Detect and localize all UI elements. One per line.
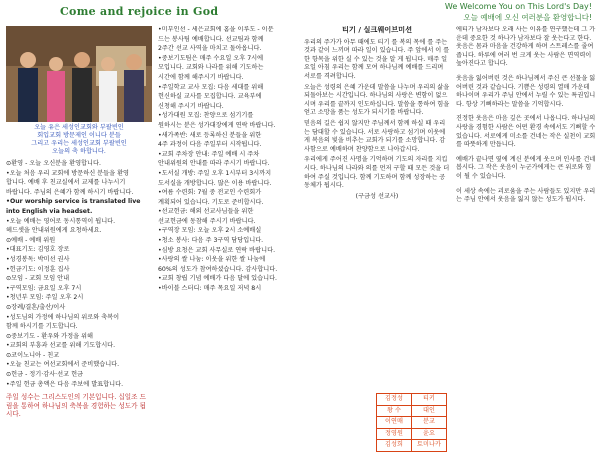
article-author: (구금성 선교사) — [355, 192, 399, 200]
roster-cell: 왕 수 — [377, 405, 412, 417]
essay-paragraph: 에티가 남자보다 오래 사는 이유를 연구했는데 그 가운데 중요한 것 하나가 남자보다 잘 웃는다고 한다. 웃음은 몸과 마음을 건강하게 하며 스트레스를 줄여 줍니다. 하루에 여러 번 크게 웃는 사람은 면역력이 높아진다고 합니다. — [456, 26, 596, 68]
header-welcome-korean: 오늘 예배에 오신 여러분을 환영합니다! — [463, 13, 592, 22]
table-row — [377, 440, 447, 452]
news-line: •바이블 스터디: 매주 목요일 저녁 8시 — [158, 285, 262, 293]
news-line: 선교헌금에 동참해 주시기 바랍니다. — [158, 217, 256, 225]
roster-cell: 토미나카 — [412, 440, 447, 452]
news-line: •심방 요청은 교회 사무실로 연락 바랍니다. — [158, 246, 276, 254]
announcement-line: ⊙코이노니아 - 친교 — [6, 351, 60, 359]
article-paragraph: 오늘은 성령의 은혜 가운데 말씀을 나누며 우리의 삶을 되돌아보는 시간입니다. 하나님의 사랑은 변함이 없으시며 우리를 끝까지 인도하십니다. 말씀을 통하여 힘을 얻고 소망을 품는 성도가 되시기를 바랍니다. — [304, 83, 450, 117]
news-line: •여름 수련회: 7월 중 전교인 수련회가 — [158, 189, 262, 197]
roster-table — [376, 393, 447, 452]
column-essay — [456, 26, 596, 458]
news-line: 신청해 주시기 바랍니다. — [158, 102, 224, 110]
essay-paragraph: 웃음을 잃어버린 것은 하나님께서 주신 큰 선물을 잃어버린 것과 같습니다. 기쁨은 성령의 열매 가운데 하나이며 우리가 주님 안에서 누릴 수 있는 특권입니다. 항상 기뻐하라는 말씀을 기억합시다. — [456, 74, 596, 108]
roster-cell: 이연매 — [377, 417, 412, 429]
table-row — [377, 405, 447, 417]
news-line: •청소 봉사: 다음 주 3구역 담당입니다. — [158, 237, 264, 245]
header-welcome-english: We Welcome You on This Lord's Day! — [444, 2, 592, 11]
news-line: 2주간 선교 사역을 마치고 돌아옵니다. — [158, 45, 262, 53]
header-left-title: Come and rejoice in God — [60, 5, 219, 18]
roster-cell: 김정성 — [377, 394, 412, 406]
announcement-line: 헤드셋을 안내위원에게 요청하세요. — [6, 227, 102, 235]
table-row — [377, 394, 447, 406]
article-paragraph: 우리에게 주어진 사명을 기억하며 기도의 자리를 지킵시다. 하나님의 나라와 의를 먼저 구할 때 모든 것을 더하여 주실 것입니다. 함께 기도하며 함께 성장하는 공동체가 됩시다. — [304, 156, 450, 190]
announcement-line: •오늘 친교는 여선교회에서 준비했습니다. — [6, 361, 120, 369]
news-line: 헌신하실 교사를 모집합니다. 교육부에 — [158, 93, 262, 101]
roster-cell: 김성희 — [377, 440, 412, 452]
news-line: •선교헌금: 해외 선교사님들을 위한 — [158, 208, 254, 216]
announcement-line: •구역모임: 금요일 오후 7시 — [6, 284, 82, 292]
news-line: •새가족반: 새로 등록하신 분들을 위한 — [158, 131, 262, 139]
announcement-line: •주일 헌금 총액은 다음 주보에 발표합니다. — [6, 380, 124, 388]
announcement-line: ⊙예배 - 예배 위원 — [6, 236, 56, 244]
article-title: 티기 / 실크웨이브미션 — [341, 26, 413, 34]
announcement-line: ⊙장례/결혼/출산/이사 — [6, 303, 66, 311]
group-photo — [6, 26, 152, 122]
news-line: 원하시는 분은 성가대장에게 연락 바랍니다. — [158, 121, 276, 129]
announcement-line: •청년부 모임: 주일 오후 2시 — [6, 294, 84, 302]
group-photo-image — [6, 26, 152, 122]
announcement-line: into English via headset. — [6, 207, 93, 215]
announcement-line: ⊙환영 - 오늘 오신분을 환영합니다. — [6, 160, 101, 167]
table-row — [377, 417, 447, 429]
announcement-line: ⊙헌금 - 정기·감사·선교 헌금 — [6, 371, 84, 379]
news-line: 4주 과정이 다음 주일부터 시작됩니다. — [158, 141, 262, 149]
announcement-line: 함께 하시기를 기도합니다. — [6, 323, 78, 331]
news-line: •교회 주차장 안내: 주일 예배 시 주차 — [158, 150, 260, 158]
table-row — [377, 428, 447, 440]
news-line: 드는 봉사팀 예배합니다. 선교팀과 함께 — [158, 35, 264, 43]
announcement-line: •Our worship service is translated live — [6, 198, 141, 206]
announcement-line: ⊙모임 - 교회 모임 안내 — [6, 275, 70, 283]
column-news — [158, 26, 298, 458]
announcement-line: •헌금기도: 이정훈 집사 — [6, 265, 70, 273]
column-announcements — [6, 26, 152, 458]
announcement-line: •성경봉독: 박미선 권사 — [6, 255, 70, 263]
photo-caption — [6, 124, 152, 156]
caption-line: 오늘 유은 세성인교회와 부팔빈인 — [34, 124, 124, 131]
news-line: •미부인선 - 세은교회에 홈을 이루도 - 이분 — [158, 26, 274, 33]
announcement-line: 바랍니다. 주님의 은혜가 함께 하시기 바랍니다. — [6, 188, 134, 196]
article-paragraph: 우리의 주가가 아무 때에도 티기 를 복의 목에 를 주는 것과 같이 느끼며 따라 일이 있습니다. 주 앞에서 이 를 한 항목을 위한 실 수 있는 것을 알 게 됩니다. 매주 일요일 아침 우리는 함께 모여 하나님께 예배를 드리며 서로를 격려합니다. — [304, 38, 450, 80]
news-line: 시간에 함께 해주시기 바랍니다. — [158, 73, 244, 81]
roster-cell: 윤요 — [412, 428, 447, 440]
roster-cell: 대인 — [412, 405, 447, 417]
announcement-line: •대표기도: 김영호 장로 — [6, 246, 70, 254]
announcement-list — [6, 160, 152, 389]
news-line: 안내위원의 안내를 따라 주시기 바랍니다. — [158, 160, 270, 168]
news-line: 60%의 성도가 참여하셨습니다. 감사합니다. — [158, 265, 278, 273]
news-line: 도서실을 개방합니다. 많은 이용 바랍니다. — [158, 179, 272, 187]
bulletin-header — [0, 0, 600, 24]
news-line: 모입니다. 교회와 나라를 위해 기도하는 — [158, 64, 264, 72]
announcement-line: •오늘 처음 우리 교회에 방문하신 분들을 환영 — [6, 169, 130, 177]
column-mission-article — [304, 26, 450, 458]
announcement-line: 합니다. 예배 후 친교실에서 교제를 나누시기 — [6, 179, 126, 187]
caption-line: 그리고 우리는 세성인교회 부팔빈인 — [31, 140, 127, 147]
article-paragraph: 믿음의 길은 쉽지 않지만 주님께서 함께 하실 때 우리는 담대할 수 있습니다. 서로 사랑하고 섬기며 이웃에게 복음의 빛을 비추는 교회가 되기를 소망합니다. 감사함으로 예배하며 찬양함으로 나아갑시다. — [304, 119, 446, 153]
roster-cell: 정영원 — [377, 428, 412, 440]
essay-paragraph: 이 세상 속에는 괴로움을 주는 사람들도 있지만 우리는 주님 안에서 웃음을 잃지 않는 성도가 됩시다. — [456, 187, 596, 204]
essay-paragraph: 예배가 끝나면 옆에 계신 분에게 웃으며 인사를 건네 봅시다. 그 작은 웃음이 누군가에게는 큰 위로와 힘이 될 수 있습니다. — [456, 155, 596, 180]
announcement-line: •교회의 부흥과 선교를 위해 기도합시다. — [6, 342, 116, 350]
caption-line: 오늘의 축 하합니다. — [52, 148, 106, 155]
news-line: •성가대원 모집: 찬양으로 섬기기를 — [158, 112, 254, 120]
sabbath-notice: 주일 성수는 그리스도인의 기본입니다. 십일조 드림을 통하여 하나님의 축복을 경험하는 성도가 됩시다. — [6, 393, 146, 419]
essay-paragraph: 진정한 웃음은 마음 깊은 곳에서 나옵니다. 하나님의 사랑을 경험한 사람은 어떤 환경 속에서도 기뻐할 수 있습니다. 서로에게 미소를 건네는 작은 실천이 교회를 따뜻하게 만듭니다. — [456, 115, 596, 149]
announcement-line: •오늘 예배는 영어로 동시통역이 됩니다. — [6, 217, 116, 225]
news-line: •주일학교 교사 모집: 다음 세대를 위해 — [158, 83, 264, 91]
roster-cell: 분교 — [412, 417, 447, 429]
news-line: •중보기도팀은 매주 수요일 오후 7시에 — [158, 54, 264, 62]
news-line: 계획되어 있습니다. 기도로 준비합시다. — [158, 198, 264, 206]
caption-line: 회입교회 방문제인 이니다 분들 — [37, 132, 121, 139]
news-line: •도서실 개방: 주일 오후 1시부터 3시까지 — [158, 169, 272, 177]
roster-cell: 티키 — [412, 394, 447, 406]
announcement-line: ⊙중보기도 - 환우와 가정을 위해 — [6, 332, 94, 340]
news-line: •교회 창립 기념 예배가 다음 달에 있습니다. — [158, 275, 278, 283]
news-line: •구역장 모임: 오늘 오후 2시 소예배실 — [158, 227, 262, 235]
announcement-line: •성도님의 가정에 하나님의 위로와 축복이 — [6, 313, 120, 321]
news-line: •사랑의 쌀 나눔: 이웃을 위한 쌀 나눔에 — [158, 256, 266, 264]
